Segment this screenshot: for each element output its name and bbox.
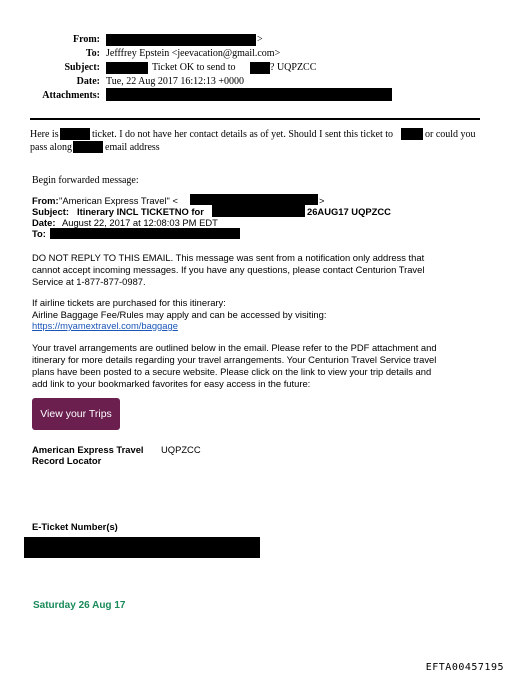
- message-line1-c: or could you: [425, 129, 476, 140]
- redacted-subject-1: [106, 62, 148, 74]
- message-line1-b: ticket. I do not have her contact details as of yet. Should I sent this ticket to: [92, 129, 394, 140]
- from-label: From:: [72, 34, 100, 45]
- document-id: EFTA00457195: [425, 662, 504, 673]
- forward-intro: Begin forwarded message:: [32, 175, 139, 186]
- p3-line2: itinerary for more details regarding your travel arrangements. Your Centurion Travel Service travel: [32, 354, 437, 365]
- fwd-subject-label: Subject:: [32, 206, 69, 217]
- p3-line1: Your travel arrangements are outlined below in the email. Please refer to the PDF attachment and: [32, 342, 437, 353]
- redacted-fwd-to: [50, 228, 240, 239]
- from-tail: >: [257, 34, 263, 45]
- redacted-subject-2: [250, 62, 270, 74]
- p1-line3: Service at 1-877-877-0987.: [32, 276, 146, 287]
- message-line1-a: Here is: [30, 129, 59, 140]
- subject-label: Subject:: [64, 62, 100, 73]
- p1-line1: DO NOT REPLY TO THIS EMAIL. This message was sent from a notification only address that: [32, 252, 425, 263]
- fwd-from-label: From:: [32, 195, 59, 206]
- fwd-subject-tail: 26AUG17 UQPZCC: [307, 206, 391, 217]
- redacted-fwd-from: [190, 194, 318, 205]
- p2-line1: If airline tickets are purchased for this itinerary:: [32, 297, 226, 308]
- itinerary-date-heading: Saturday 26 Aug 17: [33, 600, 126, 611]
- fwd-to-label: To:: [32, 228, 46, 239]
- p1-line2: cannot accept incoming messages. If you have any questions, please contact Centurion Travel: [32, 264, 425, 275]
- to-value: Jefffrey Epstein <jeevacation@gmail.com>: [106, 48, 281, 59]
- baggage-link[interactable]: https://myamextravel.com/baggage: [32, 320, 178, 331]
- fwd-from-value: "American Express Travel" <: [59, 195, 178, 206]
- p3-line3: plans have been posted to a secure website. Please click on the link to view your trip details and: [32, 366, 432, 377]
- message-line2-a: pass along: [30, 142, 72, 153]
- eticket-label: E-Ticket Number(s): [32, 521, 118, 532]
- date-value: Tue, 22 Aug 2017 16:12:13 +0000: [106, 76, 245, 87]
- fwd-from-tail: >: [319, 195, 325, 206]
- amex-code: UQPZCC: [161, 444, 201, 455]
- redacted-fwd-subject: [212, 205, 305, 217]
- view-trips-button[interactable]: View your Trips: [32, 398, 120, 430]
- fwd-date-value: August 22, 2017 at 12:08:03 PM EDT: [62, 217, 218, 228]
- to-label: To:: [85, 48, 100, 59]
- redacted-name-1: [60, 128, 90, 140]
- date-label: Date:: [76, 76, 100, 87]
- fwd-date-label: Date:: [32, 217, 56, 228]
- attachments-label: Attachments:: [42, 90, 100, 101]
- amex-label: American Express Travel: [32, 444, 144, 455]
- redacted-eticket: [24, 537, 260, 558]
- subject-tail: ? UQPZCC: [270, 62, 317, 73]
- record-locator-label: Record Locator: [32, 455, 102, 466]
- redacted-attachments: [106, 88, 392, 101]
- redacted-name-2: [401, 128, 423, 140]
- p3-line4: add link to your bookmarked favorites for easy access in the future:: [32, 378, 311, 389]
- fwd-subject-value: Itinerary INCL TICKETNO for: [77, 206, 204, 217]
- redacted-name-3: [73, 141, 103, 153]
- subject-mid: Ticket OK to send to: [152, 62, 236, 73]
- p2-line2: Airline Baggage Fee/Rules may apply and can be accessed by visiting:: [32, 309, 327, 320]
- header-divider: [30, 118, 480, 120]
- message-line2-b: email address: [105, 142, 160, 153]
- redacted-from: [106, 34, 256, 46]
